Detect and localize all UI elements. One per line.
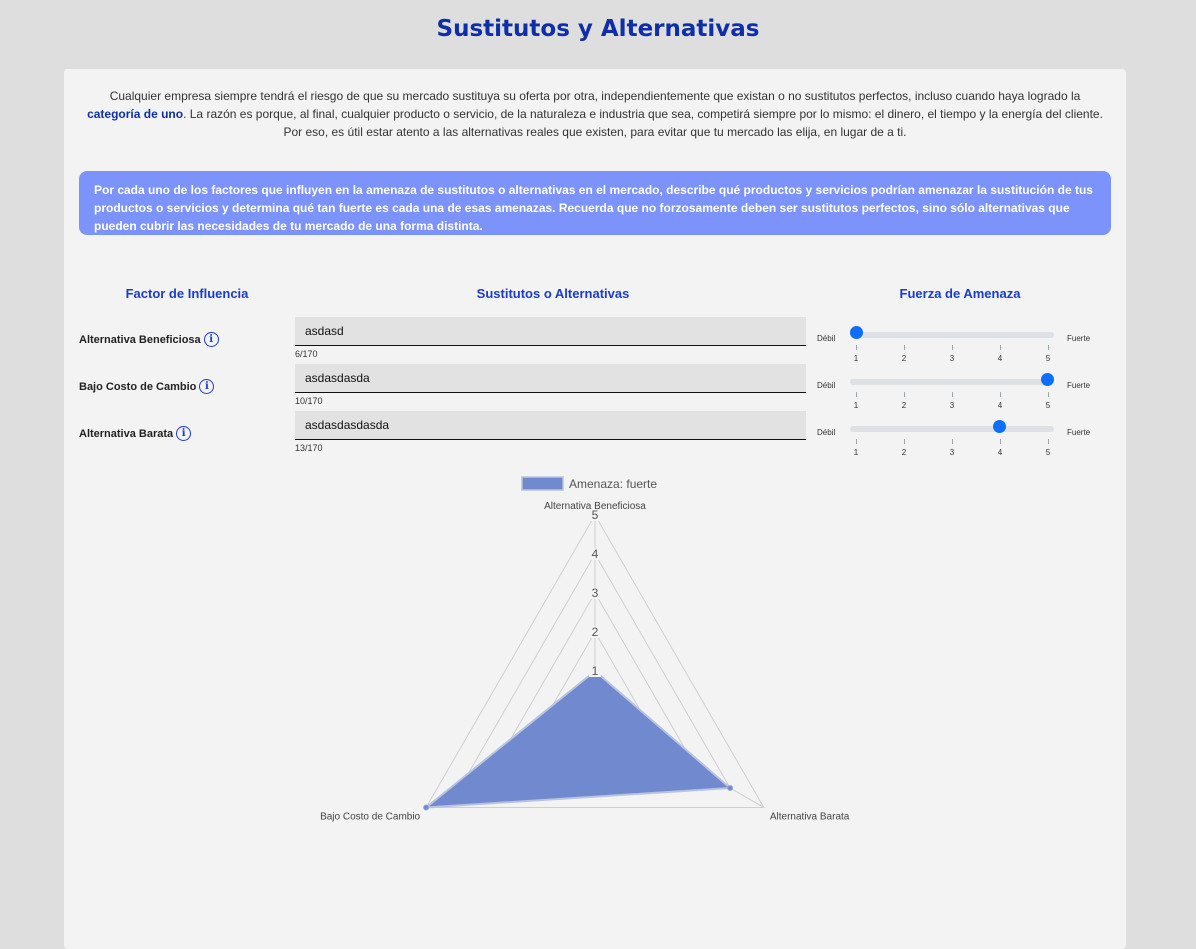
slider-tick-label: 2 [901, 354, 907, 363]
radar-tick-label: 1 [591, 664, 599, 678]
radar-data-point [728, 786, 733, 791]
slider-min-label: Débil [817, 381, 836, 390]
slider-tick-label: 5 [1045, 354, 1051, 363]
page-title: Sustitutos y Alternativas [436, 16, 760, 42]
categoria-de-uno-link[interactable]: categoría de uno [87, 107, 184, 121]
radar-axis-label: Alternativa Beneficiosa [544, 501, 646, 512]
legend-swatch [522, 477, 563, 490]
slider-tick-label: 1 [853, 448, 859, 457]
slider-tick-label: 3 [949, 354, 955, 363]
slider-min-label: Débil [817, 334, 836, 343]
factor-label-text: Alternativa Beneficiosa [79, 333, 201, 346]
radar-axis-label: Alternativa Barata [769, 811, 850, 823]
radar-axis-label: Bajo Costo de Cambio [320, 811, 421, 823]
radar-tick-label: 2 [591, 625, 599, 639]
header-threat: Fuerza de Amenaza [899, 286, 1021, 301]
slider-tick-label: 5 [1045, 401, 1051, 410]
slider-tick-label: 2 [901, 401, 907, 410]
instructions-banner: Por cada uno de los factores que influyen en la amenaza de sustitutos o alternativas en el mercado, describe qué productos y servicios podrían amenazar la sustitución de tus productos o servicios y determina qué tan fuerte es cada una de esas amenazas. Recuerda que no forzosamente deben ser sustitutos perfectos, sino sólo alternativas que pueden cubrir las necesidades de tu mercado de una forma distinta. [79, 171, 1111, 235]
char-counter: 10/170 [295, 396, 323, 406]
slider-tick-label: 4 [997, 448, 1003, 457]
char-counter: 13/170 [295, 443, 323, 453]
slider-tick-label: 3 [949, 401, 955, 410]
factor-label-text: Alternativa Barata [79, 427, 174, 440]
slider-tick-label: 4 [997, 401, 1003, 410]
slider-max-label: Fuerte [1067, 428, 1091, 437]
intro-text-start: Cualquier empresa siempre tendrá el riesgo de que su mercado sustituya su oferta por otra, independientemente que existan o no sustitutos perfectos, incluso cuando haya logrado la [109, 89, 1081, 103]
radar-data-point [424, 805, 429, 810]
info-icon[interactable]: i [204, 332, 219, 347]
slider-tick-label: 5 [1045, 448, 1051, 457]
factor-label-text: Bajo Costo de Cambio [79, 380, 197, 393]
legend-label: Amenaza: fuerte [569, 477, 658, 491]
char-counter: 6/170 [295, 349, 318, 359]
slider-max-label: Fuerte [1067, 381, 1091, 390]
radar-tick-label: 5 [591, 508, 599, 522]
slider-tick-label: 3 [949, 448, 955, 457]
radar-tick-label: 3 [591, 586, 599, 600]
intro-text-end: . La razón es porque, al final, cualquier producto o servicio, de la naturaleza e industria que sea, competirá siempre por lo mismo: el dinero, el tiempo y la energía del cliente. Por eso, es útil estar atento a las alternativas reales que existen, para evitar que tu mercado las elija, en lugar de a ti. [183, 107, 1103, 139]
slider-tick-label: 2 [901, 448, 907, 457]
header-factor: Factor de Influencia [125, 286, 249, 301]
radar-tick-label: 4 [591, 547, 599, 561]
header-substitutes: Sustitutos o Alternativas [476, 286, 630, 301]
slider-min-label: Débil [817, 428, 836, 437]
slider-tick-label: 1 [853, 401, 859, 410]
radar-series-area [426, 671, 730, 808]
slider-tick-label: 1 [853, 354, 859, 363]
info-icon[interactable]: i [199, 379, 214, 394]
info-icon[interactable]: i [176, 426, 191, 441]
slider-max-label: Fuerte [1067, 334, 1091, 343]
slider-tick-label: 4 [997, 354, 1003, 363]
